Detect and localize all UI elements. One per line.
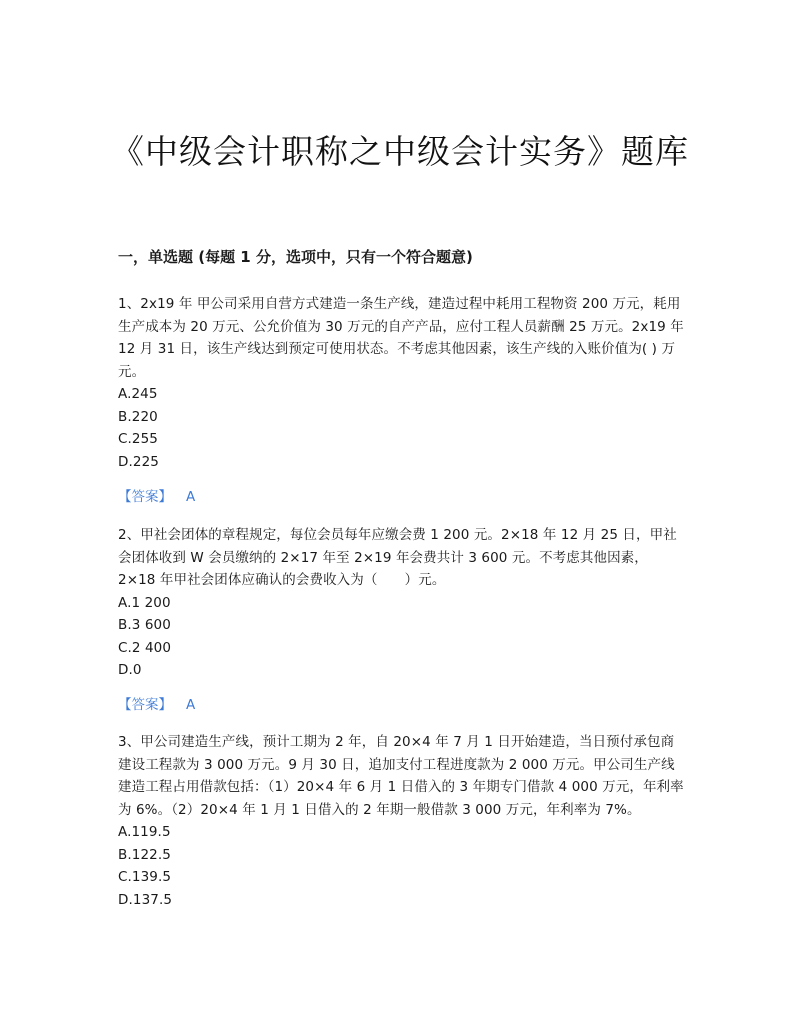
option-c: C.139.5 bbox=[118, 869, 172, 885]
question-1 bbox=[118, 293, 684, 473]
question-2 bbox=[118, 524, 684, 682]
option-list bbox=[118, 821, 684, 911]
option-d: D.225 bbox=[118, 453, 159, 470]
option-d: D.0 bbox=[118, 662, 142, 678]
question-stem: 2、甲社会团体的章程规定，每位会员每年应缴会费 1 200 元。2×18 年 12 月 25 日，甲社会团体收到 W 会员缴纳的 2×17 年至 2×19 年会费共计 3 600 元。不考虑其他因素，2×18 年甲社会团体应确认的会费收入为（ ）元。 bbox=[118, 527, 677, 588]
option-b: B.220 bbox=[118, 408, 158, 425]
question-3 bbox=[118, 731, 684, 911]
option-a: A.1 200 bbox=[118, 594, 171, 611]
answer-1 bbox=[118, 486, 195, 508]
option-list bbox=[118, 592, 684, 682]
option-a: A.119.5 bbox=[118, 824, 171, 840]
answer-value: A bbox=[186, 697, 196, 713]
document-title: 《中级会计职称之中级会计实务》题库 bbox=[111, 132, 689, 172]
answer-value: A bbox=[186, 489, 196, 505]
answer-label: 【答案】 bbox=[118, 489, 172, 505]
option-c: C.2 400 bbox=[118, 639, 172, 656]
question-stem: 3、甲公司建造生产线，预计工期为 2 年，自 20×4 年 7 月 1 日开始建造，当日预付承包商建设工程款为 3 000 万元。9 月 30 日，追加支付工程进度款为 2 000 万元。甲公司生产线建造工程占用借款包括：（1）20×4 年 6 月 1 日借入的 3 年期专门借款 4 000 万元，年利率为 6%。（2）20×4 年 1 月 1 日借入的 2 年期一般借款 3 000 万元，年利率为 7%。 bbox=[118, 734, 684, 818]
option-b: B.122.5 bbox=[118, 846, 171, 863]
answer-label: 【答案】 bbox=[118, 697, 172, 713]
section-heading: 一，单选题 (每题 1 分，选项中，只有一个符合题意) bbox=[118, 248, 473, 266]
option-a: A.245 bbox=[118, 386, 158, 402]
option-b: B.3 600 bbox=[118, 617, 171, 633]
option-list bbox=[118, 383, 684, 473]
question-stem: 1、2x19 年 甲公司采用自营方式建造一条生产线，建造过程中耗用工程物资 200 万元，耗用生产成本为 20 万元、公允价值为 30 万元的自产产品，应付工程人员薪酬 25 万元。2x19 年 12 月 31 日，该生产线达到预定可使用状态。不考虑其他因素，该生产线的入账价值为( ) 万元。 bbox=[118, 296, 684, 380]
option-c: C.255 bbox=[118, 431, 158, 447]
option-d: D.137.5 bbox=[118, 891, 173, 908]
answer-2 bbox=[118, 694, 195, 716]
